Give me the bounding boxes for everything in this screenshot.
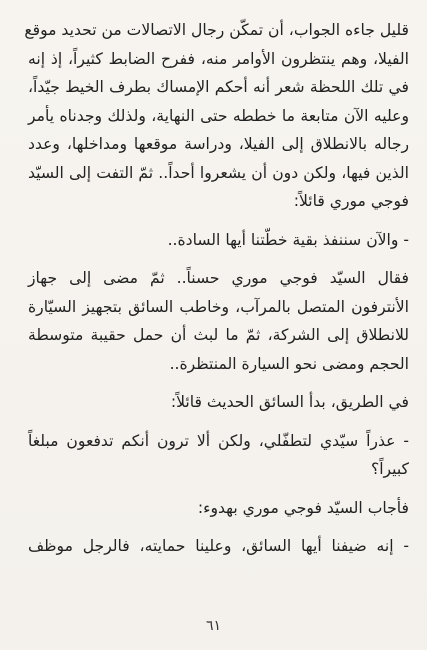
text-line: للانطلاق إلى الشركة، ثمّ ما لبث أن حمل حقيبة متوسطة <box>28 326 409 344</box>
text-line: الحجم ومضى نحو السيارة المنتظرة.. <box>169 354 409 373</box>
text-line: رجاله بالانطلاق إلى الفيلا، ودراسة موقعها ومداخلها، وعدد <box>28 135 409 153</box>
text-line: قليل جاءه الجواب، أن تمكّن رجال الاتصالات من تحديد موقع <box>24 21 409 39</box>
page-number: ٦١ <box>205 618 222 634</box>
page-body-text <box>24 16 409 561</box>
text-line: فقال السيّد فوجي موري حسناً.. ثمّ مضى إلى جهاز <box>28 269 409 287</box>
text-line: وعليه الآن متابعة ما خططه حتى النهاية، ولذلك وجدناه يأمر <box>28 106 409 125</box>
text-line: الأنترفون المتصل بالمرآب، وخاطب السائق بتجهيز السيّارة <box>28 297 409 316</box>
text-line: الفيلا، وهم ينتظرون الأوامر منه، ففرح الضابط كثيراً، إذ إنه <box>28 49 409 68</box>
dialogue-line: - والآن سننفذ بقية خطّتنا أيها السادة.. <box>167 230 409 249</box>
text-line: فوجي موري قائلاً: <box>293 192 409 210</box>
text-line: في تلك اللحظة شعر أنه أحكم الإمساك بطرف الخيط جيّداً، <box>28 78 409 96</box>
text-line: في الطريق، بدأ السائق الحديث قائلاً: <box>170 393 409 411</box>
text-line: فأجاب السيّد فوجي موري بهدوء: <box>197 498 409 517</box>
dialogue-line: - إنه ضيفنا أيها السائق، وعلينا حمايته، فالرجل موظف <box>28 537 409 555</box>
text-line: الذين فيها، ولكن دون أن يشعروا أحداً.. ثمّ التفت إلى السيّد <box>28 163 409 182</box>
dialogue-line: - عذراً سيّدي لتطفّلي، ولكن ألا ترون أنكم تدفعون مبلغاً <box>28 431 409 450</box>
dialogue-line: كبيراً؟ <box>370 460 409 478</box>
